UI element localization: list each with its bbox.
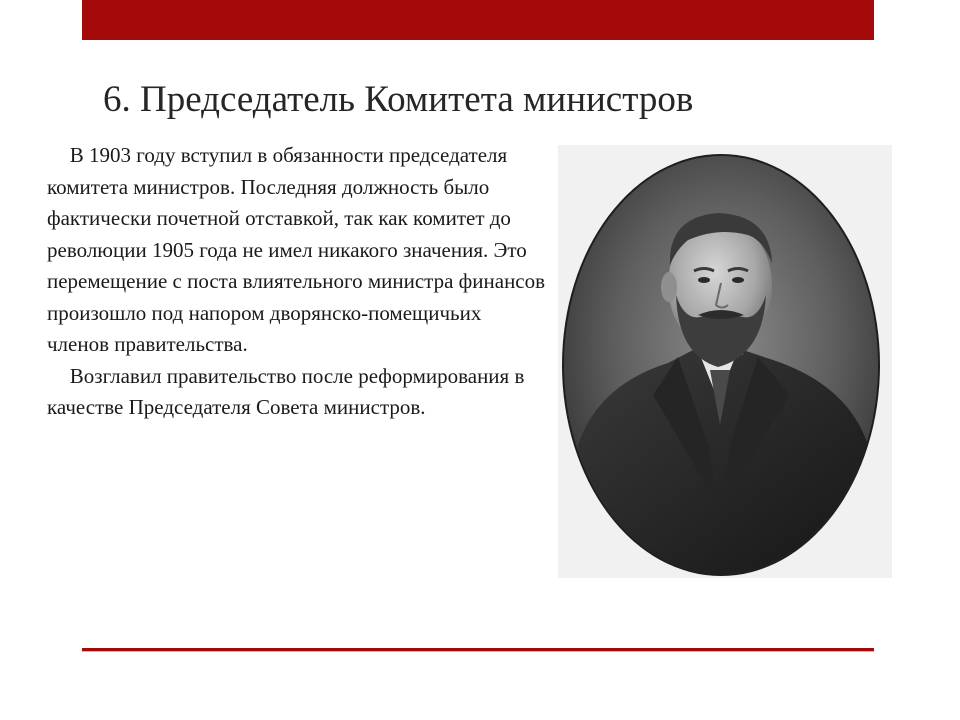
paragraph-2-text: Возглавил правительство после реформирования в качестве Председателя Совета министров. bbox=[47, 363, 525, 419]
top-accent-bar bbox=[82, 0, 874, 40]
slide-body bbox=[47, 140, 547, 424]
slide-title: 6. Председатель Комитета министров bbox=[103, 79, 694, 120]
paragraph-1 bbox=[47, 140, 547, 361]
paragraph-1-text: В 1903 году вступил в обязанности председателя комитета министров. Последняя должность было фактически почетной отставкой, так как комитет до революции 1905 года не имел никакого значения. Это перемещение с поста влиятельного министра финансов произошло под напором дворянско-помещичьих членов правительства. bbox=[47, 143, 546, 356]
portrait-photo bbox=[558, 145, 892, 578]
paragraph-2 bbox=[47, 361, 547, 424]
bottom-divider-shadow bbox=[82, 651, 874, 652]
